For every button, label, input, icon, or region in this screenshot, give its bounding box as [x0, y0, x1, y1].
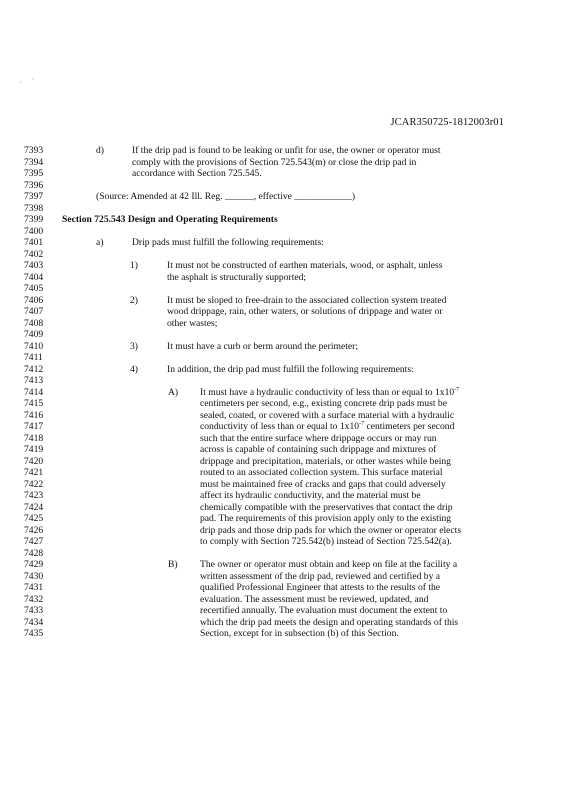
line-number: 7419 [24, 444, 44, 456]
line-number: 7422 [24, 478, 44, 490]
line-text-main: (Source: Amended at 42 Ill. Reg. ______, effective ____________) [96, 191, 356, 203]
line-number: 7429 [24, 559, 44, 571]
line-text [167, 306, 442, 318]
line-text-main: conductivity of less than or equal to 1x10 [200, 421, 360, 433]
exponent: -7 [359, 421, 365, 428]
scan-artifact: , ‘ [20, 78, 34, 84]
line-number: 7417 [24, 421, 44, 433]
line-number: 7398 [24, 202, 44, 214]
line-text [167, 260, 442, 272]
line-number: 7424 [24, 501, 44, 513]
line-text [200, 605, 447, 617]
line-text-main: such that the entire surface where drippage occurs or may run [200, 432, 437, 444]
line-number: 7394 [24, 156, 44, 168]
line-text [200, 467, 443, 479]
line-text-main: drippage and precipitation, materials, or other wastes while being [200, 455, 451, 467]
line-number: 7423 [24, 490, 44, 502]
line-text-main: recertified annually. The evaluation must document the extent to [200, 605, 448, 617]
line-text [132, 145, 441, 157]
line-text [167, 364, 414, 376]
line-text-tail: centimeters per second [364, 421, 455, 433]
line-number: 7403 [24, 260, 44, 272]
line-text-main: the asphalt is structurally supported; [167, 271, 307, 283]
line-text [200, 479, 446, 491]
line-number: 7420 [24, 455, 44, 467]
line-number: 7410 [24, 340, 44, 352]
line-text [200, 456, 451, 468]
line-number: 7400 [24, 225, 44, 237]
line-text [200, 502, 453, 514]
subsection-label: a) [96, 237, 104, 249]
line-text-main: which the drip pad meets the design and operating standards of this [200, 616, 459, 628]
line-number: 7409 [24, 329, 44, 341]
line-number: 7433 [24, 605, 44, 617]
line-text-main: If the drip pad is found to be leaking or unfit for use, the owner or operator must [132, 145, 441, 156]
line-text-main: The owner or operator must obtain and keep on file at the facility a [200, 559, 458, 571]
line-text [132, 237, 324, 249]
line-text-main: chemically compatible with the preservatives that contact the drip [200, 501, 453, 513]
line-text-main: must be maintained free of cracks and gaps that could adversely [200, 478, 446, 490]
line-text-main: Drip pads must fulfill the following requirements: [132, 237, 324, 249]
subsection-label: 1) [130, 260, 138, 272]
line-text [96, 191, 355, 203]
subsection-label: B) [168, 559, 178, 571]
line-number: 7432 [24, 593, 44, 605]
line-text-main: wood drippage, rain, other waters, or solutions of drippage and water or [167, 306, 443, 318]
line-text [200, 490, 421, 502]
line-text-main: affect its hydraulic conductivity, and the material must be [200, 490, 421, 502]
exponent: -7 [454, 386, 460, 393]
line-text-main: written assessment of the drip pad, reviewed and certified by a [200, 570, 441, 582]
line-text [200, 433, 437, 445]
line-text [200, 525, 461, 537]
line-text [200, 421, 454, 433]
subsection-label: A) [168, 386, 179, 398]
line-text [200, 582, 440, 594]
subsection-label: 4) [130, 363, 138, 375]
line-number: 7396 [24, 179, 44, 191]
line-number: 7399 [24, 214, 44, 226]
line-number: 7434 [24, 616, 44, 628]
subsection-label: 3) [130, 340, 138, 352]
subsection-label: d) [96, 145, 104, 156]
line-number: 7395 [24, 168, 44, 180]
line-number: 7426 [24, 524, 44, 536]
line-text-main: to comply with Section 725.542(b) instead of Section 725.542(a). [200, 536, 452, 548]
line-number: 7413 [24, 375, 44, 387]
line-text [167, 318, 217, 330]
line-text-main: sealed, coated, or covered with a surface material with a hydraulic [200, 409, 455, 421]
line-text-main: drip pads and those drip pads for which the owner or operator elects [200, 524, 462, 536]
line-text [167, 341, 358, 353]
section-heading [62, 214, 278, 226]
line-number: 7431 [24, 582, 44, 594]
line-text-main: In addition, the drip pad must fulfill the following requirements: [167, 363, 414, 375]
line-text-main: routed to an associated collection system. This surface material [200, 467, 443, 479]
line-text [167, 272, 306, 284]
line-text [132, 157, 416, 169]
line-text-main: comply with the provisions of Section 725.543(m) or close the drip pad in [132, 156, 417, 168]
line-text [200, 617, 458, 629]
line-number: 7435 [24, 628, 44, 640]
line-text-main: centimeters per second, e.g., existing concrete drip pads must be [200, 398, 447, 410]
line-number: 7407 [24, 306, 44, 318]
line-number: 7414 [24, 386, 44, 398]
line-text-main: accordance with Section 725.545. [132, 168, 262, 180]
document-id: JCAR350725-1812003r01 [390, 117, 504, 128]
line-text-main: across is capable of containing such drippage and mixtures of [200, 444, 437, 456]
line-number: 7408 [24, 317, 44, 329]
line-number: 7401 [24, 237, 44, 249]
line-text [200, 398, 447, 410]
line-text [200, 410, 454, 422]
line-text [200, 571, 440, 583]
line-number: 7411 [24, 352, 43, 364]
line-text [200, 559, 457, 571]
line-number: 7406 [24, 294, 44, 306]
line-number: 7402 [24, 248, 44, 260]
line-text [200, 536, 452, 548]
line-number: 7415 [24, 398, 44, 410]
line-number: 7427 [24, 536, 44, 548]
line-number: 7421 [24, 467, 44, 479]
line-text [167, 295, 446, 307]
line-text-main: qualified Professional Engineer that attests to the results of the [200, 582, 441, 594]
line-text-main: Section, except for in subsection (b) of this Section. [200, 628, 399, 640]
line-number: 7416 [24, 409, 44, 421]
line-text-main: other wastes; [167, 317, 218, 329]
subsection-label: 2) [130, 294, 138, 306]
line-number: 7418 [24, 432, 44, 444]
line-text [200, 387, 459, 399]
line-number: 7425 [24, 513, 44, 525]
line-text-main: Section 725.543 Design and Operating Requirements [62, 214, 278, 226]
line-text-main: It must not be constructed of earthen materials, wood, or asphalt, unless [167, 260, 443, 272]
line-text-main: pad. The requirements of this provision apply only to the existing [200, 513, 452, 525]
line-number: 7393 [24, 145, 44, 156]
line-text-main: It must be sloped to free-drain to the associated collection system treated [167, 294, 447, 306]
line-text-main: It must have a curb or berm around the perimeter; [167, 340, 359, 352]
line-text [200, 628, 399, 640]
line-number: 7397 [24, 191, 44, 203]
line-number: 7412 [24, 363, 44, 375]
line-number: 7404 [24, 271, 44, 283]
line-text-main: It must have a hydraulic conductivity of less than or equal to 1x10 [200, 386, 455, 398]
line-number: 7405 [24, 283, 44, 295]
line-number: 7428 [24, 547, 44, 559]
line-text [200, 594, 428, 606]
line-text [200, 444, 436, 456]
line-text-main: evaluation. The assessment must be reviewed, updated, and [200, 593, 429, 605]
line-number: 7430 [24, 570, 44, 582]
line-text [132, 168, 262, 180]
line-text [200, 513, 451, 525]
